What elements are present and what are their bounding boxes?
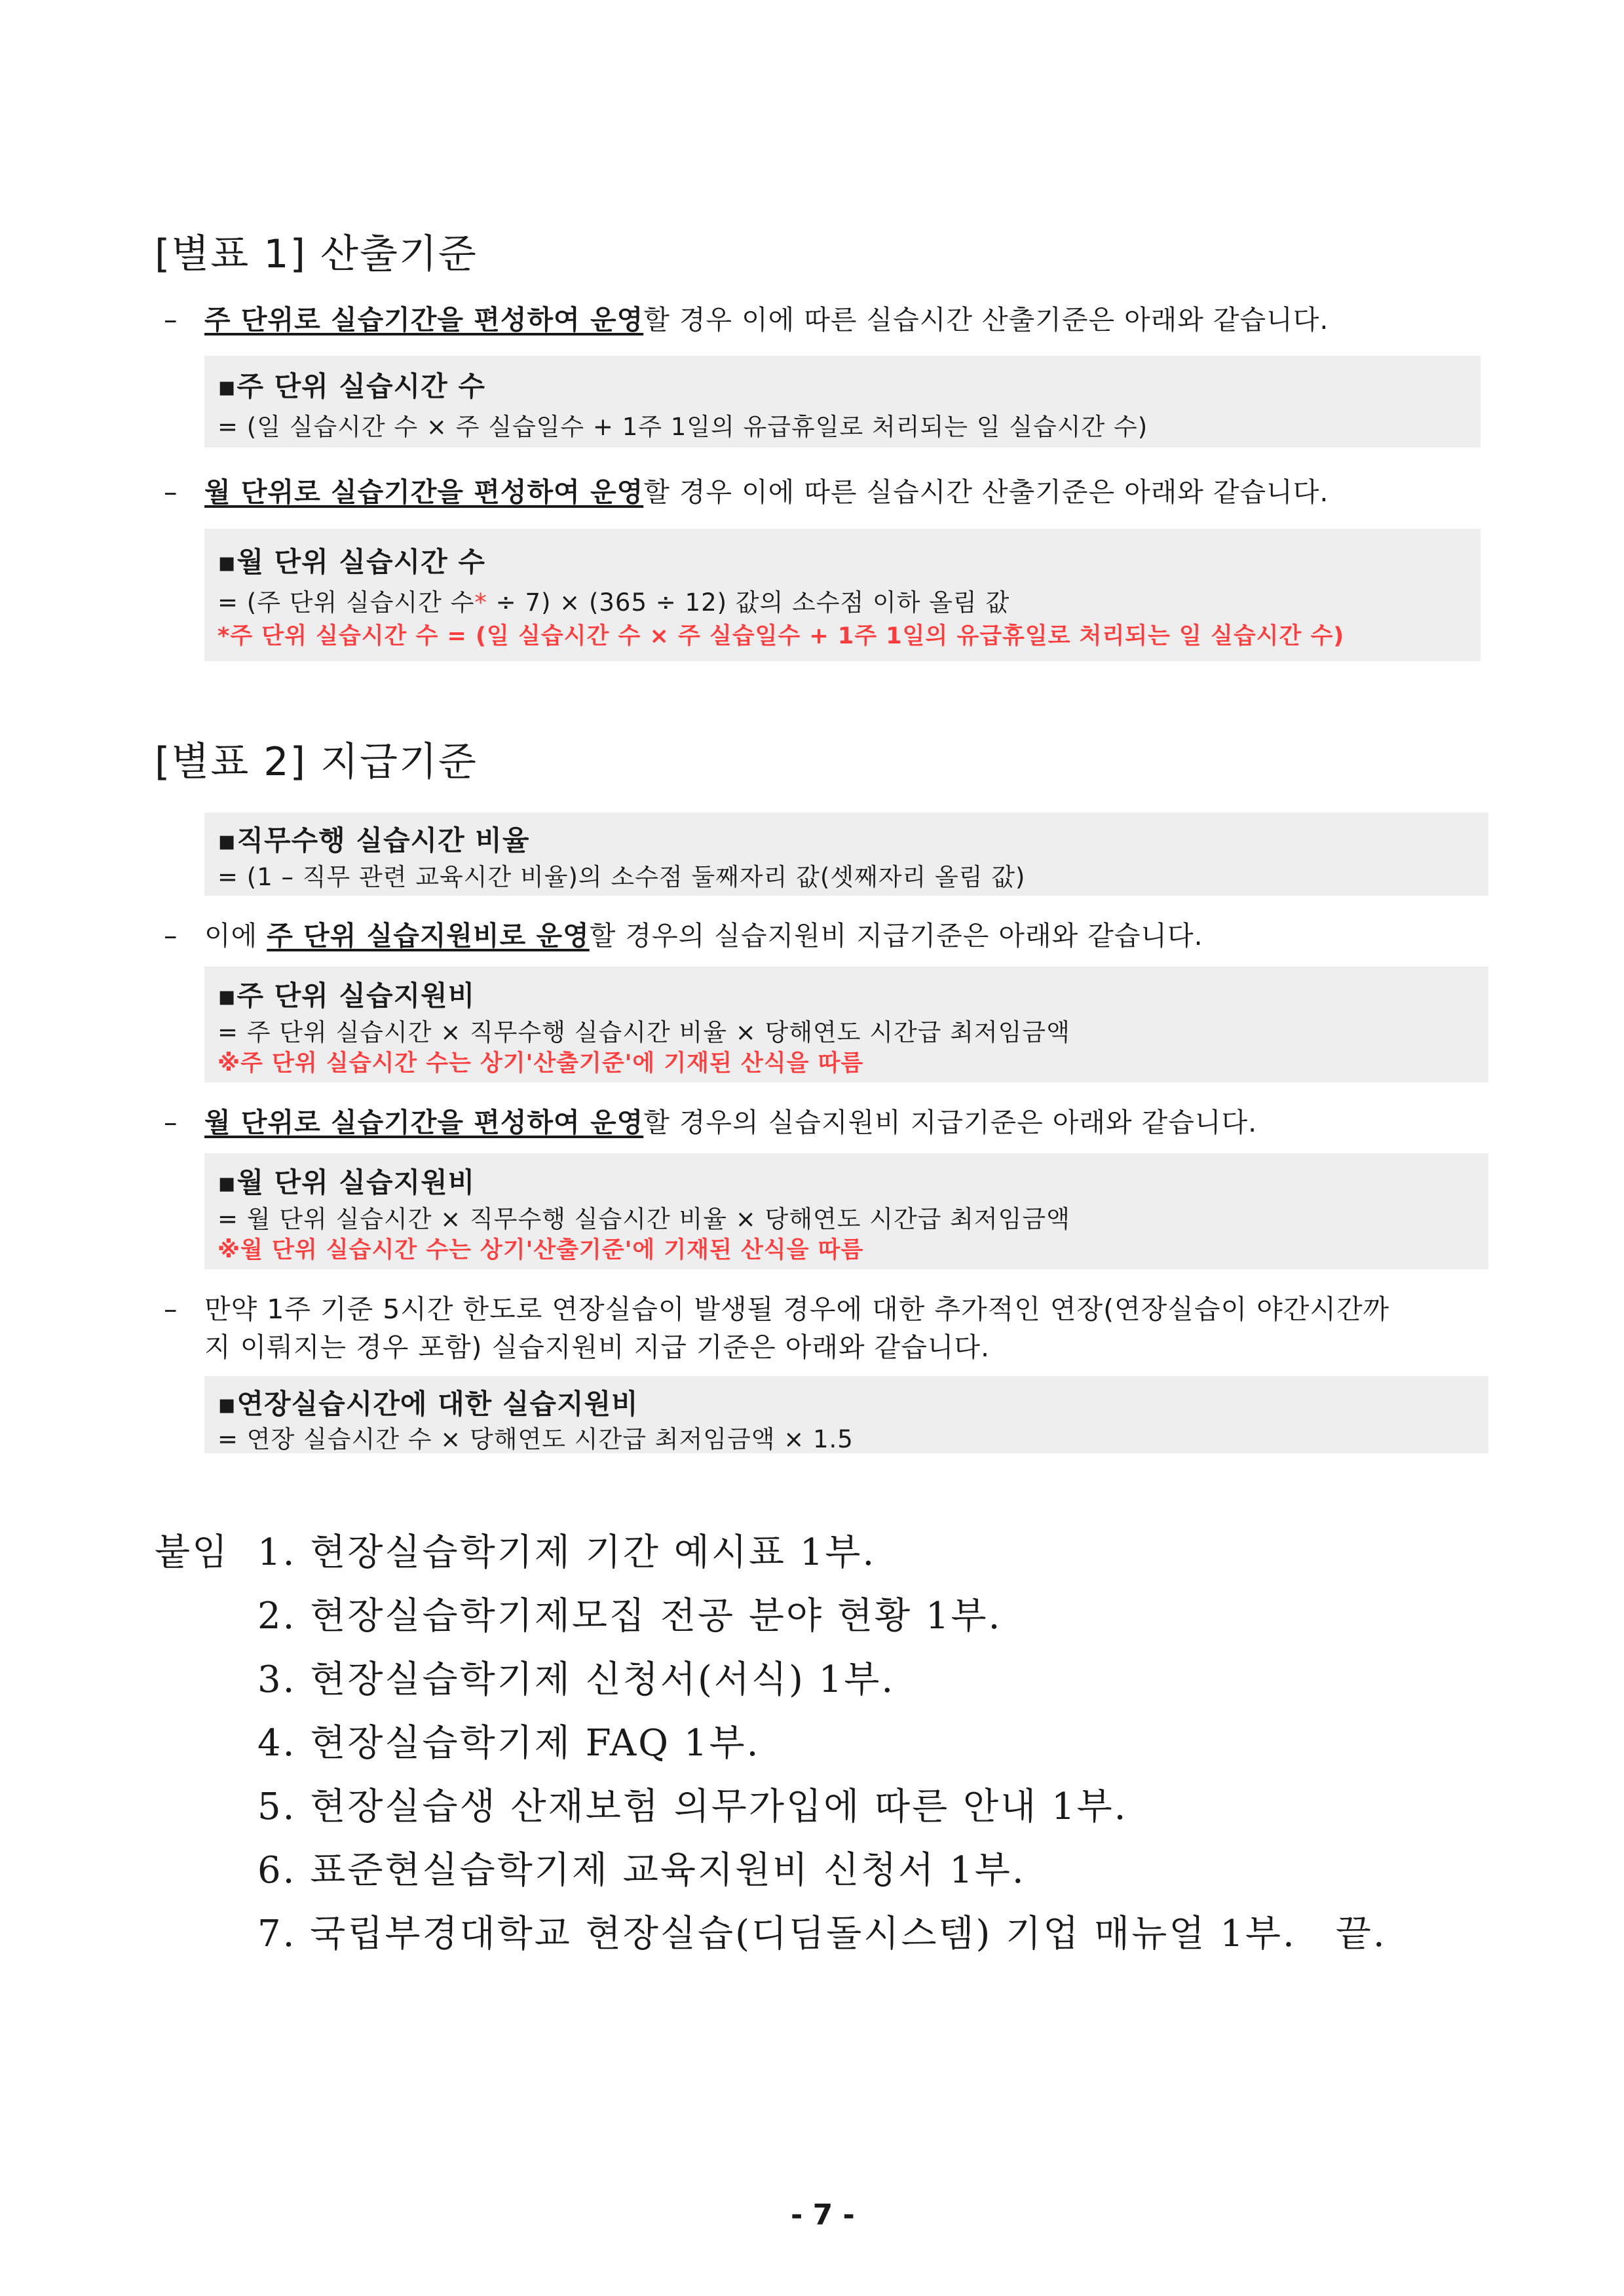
attachment-item: 1. 현장실습학기제 기간 예시표 1부. xyxy=(257,1531,877,1574)
formula-box-week-support xyxy=(204,966,1488,1082)
dash-bullet: – xyxy=(164,920,178,951)
attachment-item: 7. 국립부경대학교 현장실습(디딤돌시스템) 기업 매뉴얼 1부. xyxy=(257,1913,1296,1955)
attachment-item: 5. 현장실습생 산재보험 의무가입에 따른 안내 1부. xyxy=(257,1786,1128,1828)
attachment-item: 4. 현장실습학기제 FAQ 1부. xyxy=(257,1722,761,1765)
box-title: ▪연장실습시간에 대한 실습지원비 xyxy=(217,1388,639,1420)
formula-part: = (주 단위 실습시간 수 xyxy=(217,588,475,617)
attachment-item: 2. 현장실습학기제모집 전공 분야 현황 1부. xyxy=(257,1595,1002,1637)
box-note: ※월 단위 실습시간 수는 상기'산출기준'에 기재된 산식을 따름 xyxy=(217,1237,864,1263)
item-text: 할 경우의 실습지원비 지급기준은 아래와 같습니다. xyxy=(643,1107,1258,1138)
attachment-item: 3. 현장실습학기제 신청서(서식) 1부. xyxy=(257,1658,896,1701)
box-note: *주 단위 실습시간 수 = (일 실습시간 수 × 주 실습일수 + 1주 1일의 유급휴일로 처리되는 일 실습시간 수) xyxy=(217,623,1345,649)
formula-box-extension-support xyxy=(204,1376,1488,1453)
section2-item-extension-cont: 지 이뤄지는 경우 포함) 실습지원비 지급 기준은 아래와 같습니다. xyxy=(204,1331,991,1363)
formula-box-month-hours xyxy=(204,529,1481,661)
dash-bullet: – xyxy=(164,304,178,335)
box-formula: = 연장 실습시간 수 × 당해연도 시간급 최저임금액 × 1.5 xyxy=(217,1425,854,1453)
formula-box-month-support xyxy=(204,1153,1488,1269)
section2-item-extension xyxy=(164,1288,1389,1326)
box-formula: = 월 단위 실습시간 × 직무수행 실습시간 비율 × 당해연도 시간급 최저임금액 xyxy=(217,1205,1070,1233)
section2-item-week xyxy=(164,914,1203,953)
item-prefix: 이에 xyxy=(204,920,267,951)
footnote-star: * xyxy=(474,588,487,617)
box-formula: = 주 단위 실습시간 × 직무수행 실습시간 비율 × 당해연도 시간급 최저임금액 xyxy=(217,1018,1070,1046)
item-text: 할 경우의 실습지원비 지급기준은 아래와 같습니다. xyxy=(589,920,1203,951)
box-note: ※주 단위 실습시간 수는 상기'산출기준'에 기재된 산식을 따름 xyxy=(217,1050,864,1077)
underlined-text: 월 단위로 실습기간을 편성하여 운영 xyxy=(204,476,644,508)
section1-item-month xyxy=(164,470,1329,509)
attachments-label: 붙임 xyxy=(155,1531,230,1574)
formula-part: ÷ 7) × (365 ÷ 12) 값의 소수점 이하 올림 값 xyxy=(487,588,1010,617)
section1-item-week xyxy=(164,298,1329,337)
box-title: ▪직무수행 실습시간 비율 xyxy=(217,824,530,856)
section1-heading: [별표 1] 산출기준 xyxy=(155,231,478,277)
item-text: 할 경우 이에 따른 실습시간 산출기준은 아래와 같습니다. xyxy=(643,304,1329,335)
section2-item-month xyxy=(164,1101,1257,1139)
formula-box-week-hours xyxy=(204,356,1481,448)
underlined-text: 주 단위 실습지원비로 운영 xyxy=(267,920,590,951)
dash-bullet: – xyxy=(164,476,178,508)
item-text-line1: 만약 1주 기준 5시간 한도로 연장실습이 발생될 경우에 대한 추가적인 연장(연장실습이 야간시간까 xyxy=(204,1293,1390,1325)
box-formula xyxy=(217,583,1010,618)
underlined-text: 월 단위로 실습기간을 편성하여 운영 xyxy=(204,1107,644,1138)
section2-heading: [별표 2] 지급기준 xyxy=(155,739,478,785)
dash-bullet: – xyxy=(164,1107,178,1138)
attachment-item: 6. 표준현실습학기제 교육지원비 신청서 1부. xyxy=(257,1849,1026,1892)
box-formula: = (1 – 직무 관련 교육시간 비율)의 소수점 둘째자리 값(셋째자리 올림 값) xyxy=(217,863,1026,891)
end-mark: 끝. xyxy=(1335,1913,1387,1955)
formula-box-job-ratio xyxy=(204,813,1488,896)
attachment-item-last xyxy=(257,1905,1387,1957)
box-formula: = (일 실습시간 수 × 주 실습일수 + 1주 1일의 유급휴일로 처리되는 일 실습시간 수) xyxy=(217,413,1148,441)
item-text: 할 경우 이에 따른 실습시간 산출기준은 아래와 같습니다. xyxy=(643,476,1329,508)
box-title: ▪주 단위 실습시간 수 xyxy=(217,370,485,402)
underlined-text: 주 단위로 실습기간을 편성하여 운영 xyxy=(204,304,644,335)
box-title: ▪주 단위 실습지원비 xyxy=(217,980,476,1012)
box-title: ▪월 단위 실습시간 수 xyxy=(217,546,485,578)
box-title: ▪월 단위 실습지원비 xyxy=(217,1166,476,1198)
page-number: - 7 - xyxy=(791,2198,855,2232)
dash-bullet: – xyxy=(164,1293,178,1325)
